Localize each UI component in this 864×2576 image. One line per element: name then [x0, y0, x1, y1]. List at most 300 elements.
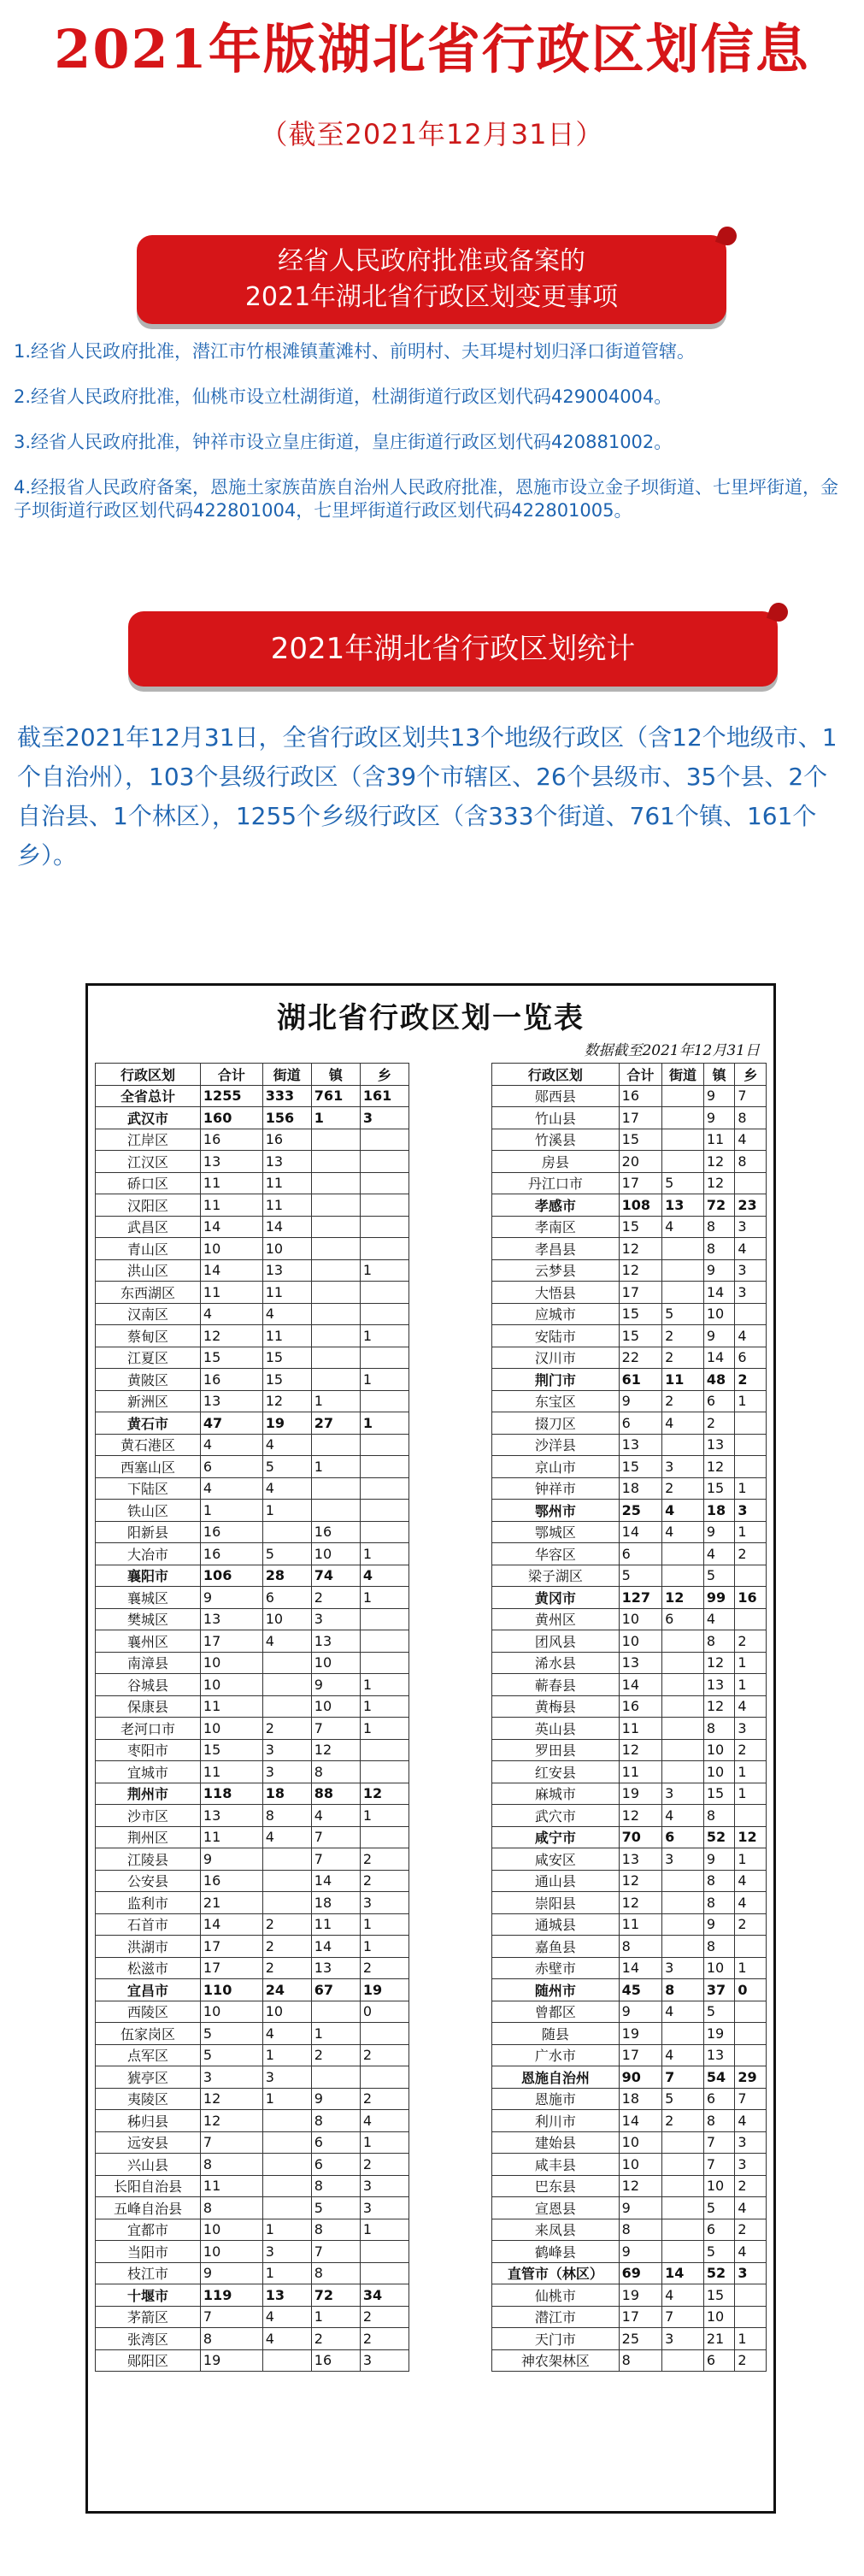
- table-row: [492, 1303, 767, 1325]
- count-cell: 2: [360, 2306, 408, 2328]
- count-cell: 156: [262, 1107, 311, 1129]
- count-cell: 12: [662, 1587, 704, 1609]
- table-row: [492, 2110, 767, 2132]
- count-cell: 4: [703, 1543, 735, 1565]
- count-cell: 2: [662, 1390, 704, 1412]
- page-subtitle: （截至2021年12月31日）: [260, 118, 604, 150]
- count-cell: 90: [619, 2066, 661, 2089]
- table-row: [492, 1282, 767, 1304]
- count-cell: 3: [735, 2131, 767, 2154]
- region-name-cell: 孝昌县: [492, 1238, 620, 1260]
- count-cell: 2: [262, 1957, 311, 1979]
- table-row: [96, 1587, 409, 1609]
- count-cell: 110: [200, 1979, 262, 2001]
- count-cell: [360, 2241, 408, 2263]
- count-cell: 10: [703, 2175, 735, 2197]
- count-cell: 7: [311, 1826, 360, 1848]
- region-name-cell: 蔡甸区: [96, 1325, 201, 1347]
- count-cell: 19: [200, 2349, 262, 2372]
- count-cell: 2: [360, 2044, 408, 2066]
- count-cell: 1: [262, 2088, 311, 2110]
- count-cell: 4: [360, 2110, 408, 2132]
- region-name-cell: 武汉市: [96, 1107, 201, 1129]
- count-cell: 10: [200, 2001, 262, 2023]
- count-cell: 1: [262, 2044, 311, 2066]
- count-cell: [662, 1565, 704, 1587]
- count-cell: 8: [703, 1892, 735, 1914]
- region-name-cell: 丹江口市: [492, 1172, 620, 1194]
- count-cell: 14: [619, 1521, 661, 1543]
- count-cell: 9: [619, 2197, 661, 2219]
- table-row: [492, 1565, 767, 1587]
- count-cell: 3: [360, 2197, 408, 2219]
- region-name-cell: 兴山县: [96, 2154, 201, 2176]
- count-cell: 3: [735, 1259, 767, 1282]
- count-cell: 13: [262, 1151, 311, 1173]
- count-cell: [360, 1129, 408, 1151]
- count-cell: 8: [619, 2219, 661, 2241]
- count-cell: 4: [311, 1805, 360, 1827]
- region-name-cell: 孝南区: [492, 1216, 620, 1238]
- count-cell: 14: [262, 1216, 311, 1238]
- count-cell: 24: [262, 1979, 311, 2001]
- count-cell: [311, 1434, 360, 1456]
- changes-list: [14, 340, 851, 545]
- region-name-cell: 樊城区: [96, 1608, 201, 1630]
- table-row: [492, 1500, 767, 1522]
- region-name-cell: 建始县: [492, 2131, 620, 2154]
- region-name-cell: 广水市: [492, 2044, 620, 2066]
- count-cell: 3: [735, 1500, 767, 1522]
- region-name-cell: 谷城县: [96, 1674, 201, 1696]
- count-cell: 9: [619, 2001, 661, 2023]
- region-name-cell: 猇亭区: [96, 2066, 201, 2089]
- count-cell: 3: [262, 2066, 311, 2089]
- region-name-cell: 咸丰县: [492, 2154, 620, 2176]
- changes-banner: [137, 235, 726, 324]
- count-cell: 7: [311, 1848, 360, 1871]
- count-cell: 6: [311, 2131, 360, 2154]
- table-row: [96, 1608, 409, 1630]
- count-cell: 52: [703, 2262, 735, 2284]
- table-row: [96, 1695, 409, 1718]
- region-name-cell: 西陵区: [96, 2001, 201, 2023]
- table-title: 湖北省行政区划一览表: [277, 1001, 585, 1035]
- count-cell: 12: [703, 1151, 735, 1173]
- count-cell: 52: [703, 1826, 735, 1848]
- count-cell: [311, 2066, 360, 2089]
- count-cell: 7: [311, 2241, 360, 2263]
- region-name-cell: 远安县: [96, 2131, 201, 2154]
- count-cell: 12: [619, 1259, 661, 1282]
- count-cell: 3: [662, 1783, 704, 1805]
- count-cell: 4: [735, 1238, 767, 1260]
- region-name-cell: 五峰自治县: [96, 2197, 201, 2219]
- region-name-cell: 襄城区: [96, 1587, 201, 1609]
- count-cell: [662, 1543, 704, 1565]
- region-name-cell: 嘉鱼县: [492, 1936, 620, 1958]
- count-cell: 10: [619, 1608, 661, 1630]
- count-cell: 12: [703, 1172, 735, 1194]
- count-cell: 1: [360, 1913, 408, 1936]
- count-cell: 15: [619, 1303, 661, 1325]
- count-cell: 1: [360, 1259, 408, 1282]
- count-cell: [662, 1434, 704, 1456]
- count-cell: 5: [200, 2044, 262, 2066]
- table-row: [96, 2241, 409, 2263]
- count-cell: 4: [735, 1695, 767, 1718]
- count-cell: 1: [311, 2023, 360, 2045]
- count-cell: [735, 1608, 767, 1630]
- count-cell: 1: [735, 1761, 767, 1783]
- region-name-cell: 黄梅县: [492, 1695, 620, 1718]
- count-cell: [735, 1456, 767, 1478]
- count-cell: [662, 1085, 704, 1107]
- count-cell: 14: [311, 1870, 360, 1892]
- count-cell: 8: [311, 2175, 360, 2197]
- region-name-cell: 英山县: [492, 1718, 620, 1740]
- region-name-cell: 武昌区: [96, 1216, 201, 1238]
- count-cell: 8: [735, 1107, 767, 1129]
- count-cell: 4: [262, 1434, 311, 1456]
- count-cell: [662, 1913, 704, 1936]
- table-row: [96, 2154, 409, 2176]
- count-cell: [662, 1151, 704, 1173]
- count-cell: 0: [360, 2001, 408, 2023]
- table-row: [492, 1826, 767, 1848]
- table-row: [492, 1979, 767, 2001]
- count-cell: [360, 2262, 408, 2284]
- count-cell: [262, 1695, 311, 1718]
- count-cell: 72: [703, 1194, 735, 1217]
- table-row: [492, 1587, 767, 1609]
- count-cell: 10: [262, 2001, 311, 2023]
- region-name-cell: 蕲春县: [492, 1674, 620, 1696]
- table-row: [492, 1695, 767, 1718]
- table-row: [96, 1434, 409, 1456]
- region-name-cell: 东西湖区: [96, 1282, 201, 1304]
- region-name-cell: 咸宁市: [492, 1826, 620, 1848]
- count-cell: 3: [735, 1216, 767, 1238]
- count-cell: 1: [735, 1652, 767, 1674]
- count-cell: 6: [703, 2349, 735, 2372]
- count-cell: 18: [619, 2088, 661, 2110]
- count-cell: [662, 1718, 704, 1740]
- count-cell: 4: [662, 1216, 704, 1238]
- region-name-cell: 鹤峰县: [492, 2241, 620, 2263]
- count-cell: 12: [703, 1652, 735, 1674]
- count-cell: 8: [619, 1936, 661, 1958]
- region-name-cell: 江汉区: [96, 1151, 201, 1173]
- count-cell: 3: [735, 2262, 767, 2284]
- table-row: [492, 2001, 767, 2023]
- column-header: 行政区划: [96, 1064, 201, 1086]
- table-row: [96, 1761, 409, 1783]
- count-cell: [262, 1848, 311, 1871]
- count-cell: 2: [735, 2175, 767, 2197]
- count-cell: 11: [200, 1826, 262, 1848]
- count-cell: 11: [200, 1194, 262, 1217]
- table-row: [96, 1936, 409, 1958]
- count-cell: 3: [311, 1608, 360, 1630]
- count-cell: 4: [703, 1608, 735, 1630]
- region-name-cell: 郧西县: [492, 1085, 620, 1107]
- count-cell: [662, 1238, 704, 1260]
- count-cell: 2: [735, 1739, 767, 1761]
- count-cell: 5: [662, 1303, 704, 1325]
- table-row: [492, 1805, 767, 1827]
- count-cell: 13: [262, 1259, 311, 1282]
- table-row: [96, 2284, 409, 2307]
- count-cell: 4: [662, 1412, 704, 1435]
- table-row: [96, 1259, 409, 1282]
- count-cell: 9: [200, 2262, 262, 2284]
- count-cell: 119: [200, 2284, 262, 2307]
- table-row: [492, 1718, 767, 1740]
- region-name-cell: 随州市: [492, 1979, 620, 2001]
- table-row: [492, 1194, 767, 1217]
- region-name-cell: 恩施自治州: [492, 2066, 620, 2089]
- table-row: [96, 2262, 409, 2284]
- count-cell: 8: [703, 1630, 735, 1653]
- region-name-cell: 点军区: [96, 2044, 201, 2066]
- count-cell: [311, 1259, 360, 1282]
- region-name-cell: 来凤县: [492, 2219, 620, 2241]
- count-cell: [662, 2241, 704, 2263]
- count-cell: 14: [703, 1282, 735, 1304]
- count-cell: 61: [619, 1369, 661, 1391]
- count-cell: [311, 1325, 360, 1347]
- region-name-cell: 下陆区: [96, 1477, 201, 1500]
- column-header: 街道: [262, 1064, 311, 1086]
- region-name-cell: 宜都市: [96, 2219, 201, 2241]
- count-cell: 16: [200, 1870, 262, 1892]
- count-cell: 69: [619, 2262, 661, 2284]
- count-cell: 10: [262, 1608, 311, 1630]
- count-cell: 1: [360, 1369, 408, 1391]
- table-row: [492, 1761, 767, 1783]
- region-name-cell: 西塞山区: [96, 1456, 201, 1478]
- stats-banner-label: 2021年湖北省行政区划统计: [270, 632, 636, 666]
- count-cell: 12: [619, 1805, 661, 1827]
- count-cell: 5: [311, 2197, 360, 2219]
- table-row: [492, 2197, 767, 2219]
- count-cell: 11: [200, 1282, 262, 1304]
- table-row: [492, 1325, 767, 1347]
- region-name-cell: 枝江市: [96, 2262, 201, 2284]
- count-cell: 23: [735, 1194, 767, 1217]
- table-row: [96, 2088, 409, 2110]
- count-cell: 11: [262, 1172, 311, 1194]
- count-cell: 12: [619, 1870, 661, 1892]
- column-header: 乡: [735, 1064, 767, 1086]
- count-cell: 8: [662, 1979, 704, 2001]
- count-cell: 1: [262, 1500, 311, 1522]
- count-cell: 16: [619, 1695, 661, 1718]
- count-cell: 8: [200, 2197, 262, 2219]
- count-cell: [662, 2131, 704, 2154]
- count-cell: 2: [360, 2088, 408, 2110]
- count-cell: 11: [262, 1325, 311, 1347]
- region-name-cell: 京山市: [492, 1456, 620, 1478]
- count-cell: [360, 1303, 408, 1325]
- count-cell: 6: [262, 1587, 311, 1609]
- table-row: [96, 2175, 409, 2197]
- table-row: [96, 1565, 409, 1587]
- count-cell: 8: [703, 2110, 735, 2132]
- table-row: [492, 1543, 767, 1565]
- count-cell: 10: [311, 1695, 360, 1718]
- count-cell: 4: [262, 1630, 311, 1653]
- count-cell: [311, 1369, 360, 1391]
- region-name-cell: 汉南区: [96, 1303, 201, 1325]
- region-name-cell: 东宝区: [492, 1390, 620, 1412]
- count-cell: 2: [662, 1347, 704, 1369]
- count-cell: 6: [662, 1826, 704, 1848]
- count-cell: 11: [703, 1129, 735, 1151]
- count-cell: 3: [262, 1761, 311, 1783]
- table-row: [96, 1412, 409, 1435]
- count-cell: 1: [360, 1587, 408, 1609]
- count-cell: 8: [703, 1805, 735, 1827]
- count-cell: 12: [200, 1325, 262, 1347]
- count-cell: 9: [200, 1587, 262, 1609]
- table-row: [96, 2349, 409, 2372]
- count-cell: 1: [360, 1543, 408, 1565]
- count-cell: [262, 1870, 311, 1892]
- count-cell: 34: [360, 2284, 408, 2307]
- count-cell: 8: [311, 2219, 360, 2241]
- count-cell: 15: [200, 1347, 262, 1369]
- count-cell: 9: [311, 2088, 360, 2110]
- count-cell: 5: [619, 1565, 661, 1587]
- count-cell: 11: [619, 1913, 661, 1936]
- count-cell: [662, 1870, 704, 1892]
- count-cell: 10: [200, 1718, 262, 1740]
- table-row: [96, 1979, 409, 2001]
- count-cell: 4: [262, 2306, 311, 2328]
- table-row: [492, 1238, 767, 1260]
- count-cell: 3: [360, 2349, 408, 2372]
- region-name-cell: 十堰市: [96, 2284, 201, 2307]
- count-cell: 5: [662, 2088, 704, 2110]
- count-cell: 2: [662, 2110, 704, 2132]
- count-cell: 6: [619, 1543, 661, 1565]
- count-cell: 8: [703, 1870, 735, 1892]
- count-cell: [360, 1172, 408, 1194]
- table-row: [96, 1630, 409, 1653]
- count-cell: 6: [703, 2088, 735, 2110]
- count-cell: 70: [619, 1826, 661, 1848]
- count-cell: [360, 1521, 408, 1543]
- region-name-cell: 长阳自治县: [96, 2175, 201, 2197]
- count-cell: 18: [703, 1500, 735, 1522]
- count-cell: 11: [619, 1761, 661, 1783]
- region-name-cell: 伍家岗区: [96, 2023, 201, 2045]
- count-cell: 4: [262, 1477, 311, 1500]
- count-cell: [360, 2066, 408, 2089]
- table-row: [96, 2197, 409, 2219]
- count-cell: 3: [360, 1892, 408, 1914]
- count-cell: 21: [703, 2328, 735, 2350]
- count-cell: 16: [200, 1129, 262, 1151]
- table-row: [96, 2044, 409, 2066]
- count-cell: 10: [200, 1652, 262, 1674]
- region-name-cell: 利川市: [492, 2110, 620, 2132]
- count-cell: [735, 1412, 767, 1435]
- count-cell: 19: [262, 1412, 311, 1435]
- count-cell: 5: [662, 1172, 704, 1194]
- region-name-cell: 通山县: [492, 1870, 620, 1892]
- count-cell: 4: [735, 1129, 767, 1151]
- count-cell: 15: [200, 1739, 262, 1761]
- table-row: [96, 1303, 409, 1325]
- count-cell: [360, 1630, 408, 1653]
- count-cell: [360, 1826, 408, 1848]
- count-cell: 2: [735, 1369, 767, 1391]
- table-row: [96, 1739, 409, 1761]
- table-row: [492, 1608, 767, 1630]
- count-cell: 1: [360, 1695, 408, 1718]
- count-cell: 5: [703, 1565, 735, 1587]
- region-name-cell: 赤壁市: [492, 1957, 620, 1979]
- count-cell: [662, 1739, 704, 1761]
- count-cell: [360, 1761, 408, 1783]
- count-cell: 11: [262, 1194, 311, 1217]
- table-row: [96, 1957, 409, 1979]
- table-row: [96, 1456, 409, 1478]
- table-row: [492, 1347, 767, 1369]
- count-cell: 12: [703, 1695, 735, 1718]
- count-cell: [735, 2306, 767, 2328]
- count-cell: 25: [619, 2328, 661, 2350]
- count-cell: [262, 2110, 311, 2132]
- count-cell: 22: [619, 1347, 661, 1369]
- count-cell: 14: [703, 1347, 735, 1369]
- table-row: [492, 1783, 767, 1805]
- count-cell: 16: [311, 2349, 360, 2372]
- table-row: [492, 1434, 767, 1456]
- count-cell: [360, 1477, 408, 1500]
- region-name-cell: 黄石港区: [96, 1434, 201, 1456]
- count-cell: 11: [200, 1172, 262, 1194]
- region-name-cell: 通城县: [492, 1913, 620, 1936]
- count-cell: 1: [735, 1674, 767, 1696]
- count-cell: [662, 1892, 704, 1914]
- count-cell: 13: [703, 1434, 735, 1456]
- table-row: [492, 1739, 767, 1761]
- region-name-cell: 咸安区: [492, 1848, 620, 1871]
- count-cell: 20: [619, 1151, 661, 1173]
- count-cell: 2: [703, 1412, 735, 1435]
- region-name-cell: 枣阳市: [96, 1739, 201, 1761]
- count-cell: 10: [200, 1674, 262, 1696]
- table-row: [492, 1107, 767, 1129]
- count-cell: 11: [200, 1695, 262, 1718]
- table-row: [96, 1172, 409, 1194]
- region-name-cell: 宣恩县: [492, 2197, 620, 2219]
- table-row: [492, 1151, 767, 1173]
- count-cell: 9: [703, 1913, 735, 1936]
- count-cell: 12: [200, 2110, 262, 2132]
- region-name-cell: 江陵县: [96, 1848, 201, 1871]
- table-row: [492, 1172, 767, 1194]
- count-cell: 4: [662, 2001, 704, 2023]
- count-cell: 3: [262, 1739, 311, 1761]
- count-cell: 13: [200, 1151, 262, 1173]
- count-cell: 13: [703, 1674, 735, 1696]
- count-cell: [735, 1303, 767, 1325]
